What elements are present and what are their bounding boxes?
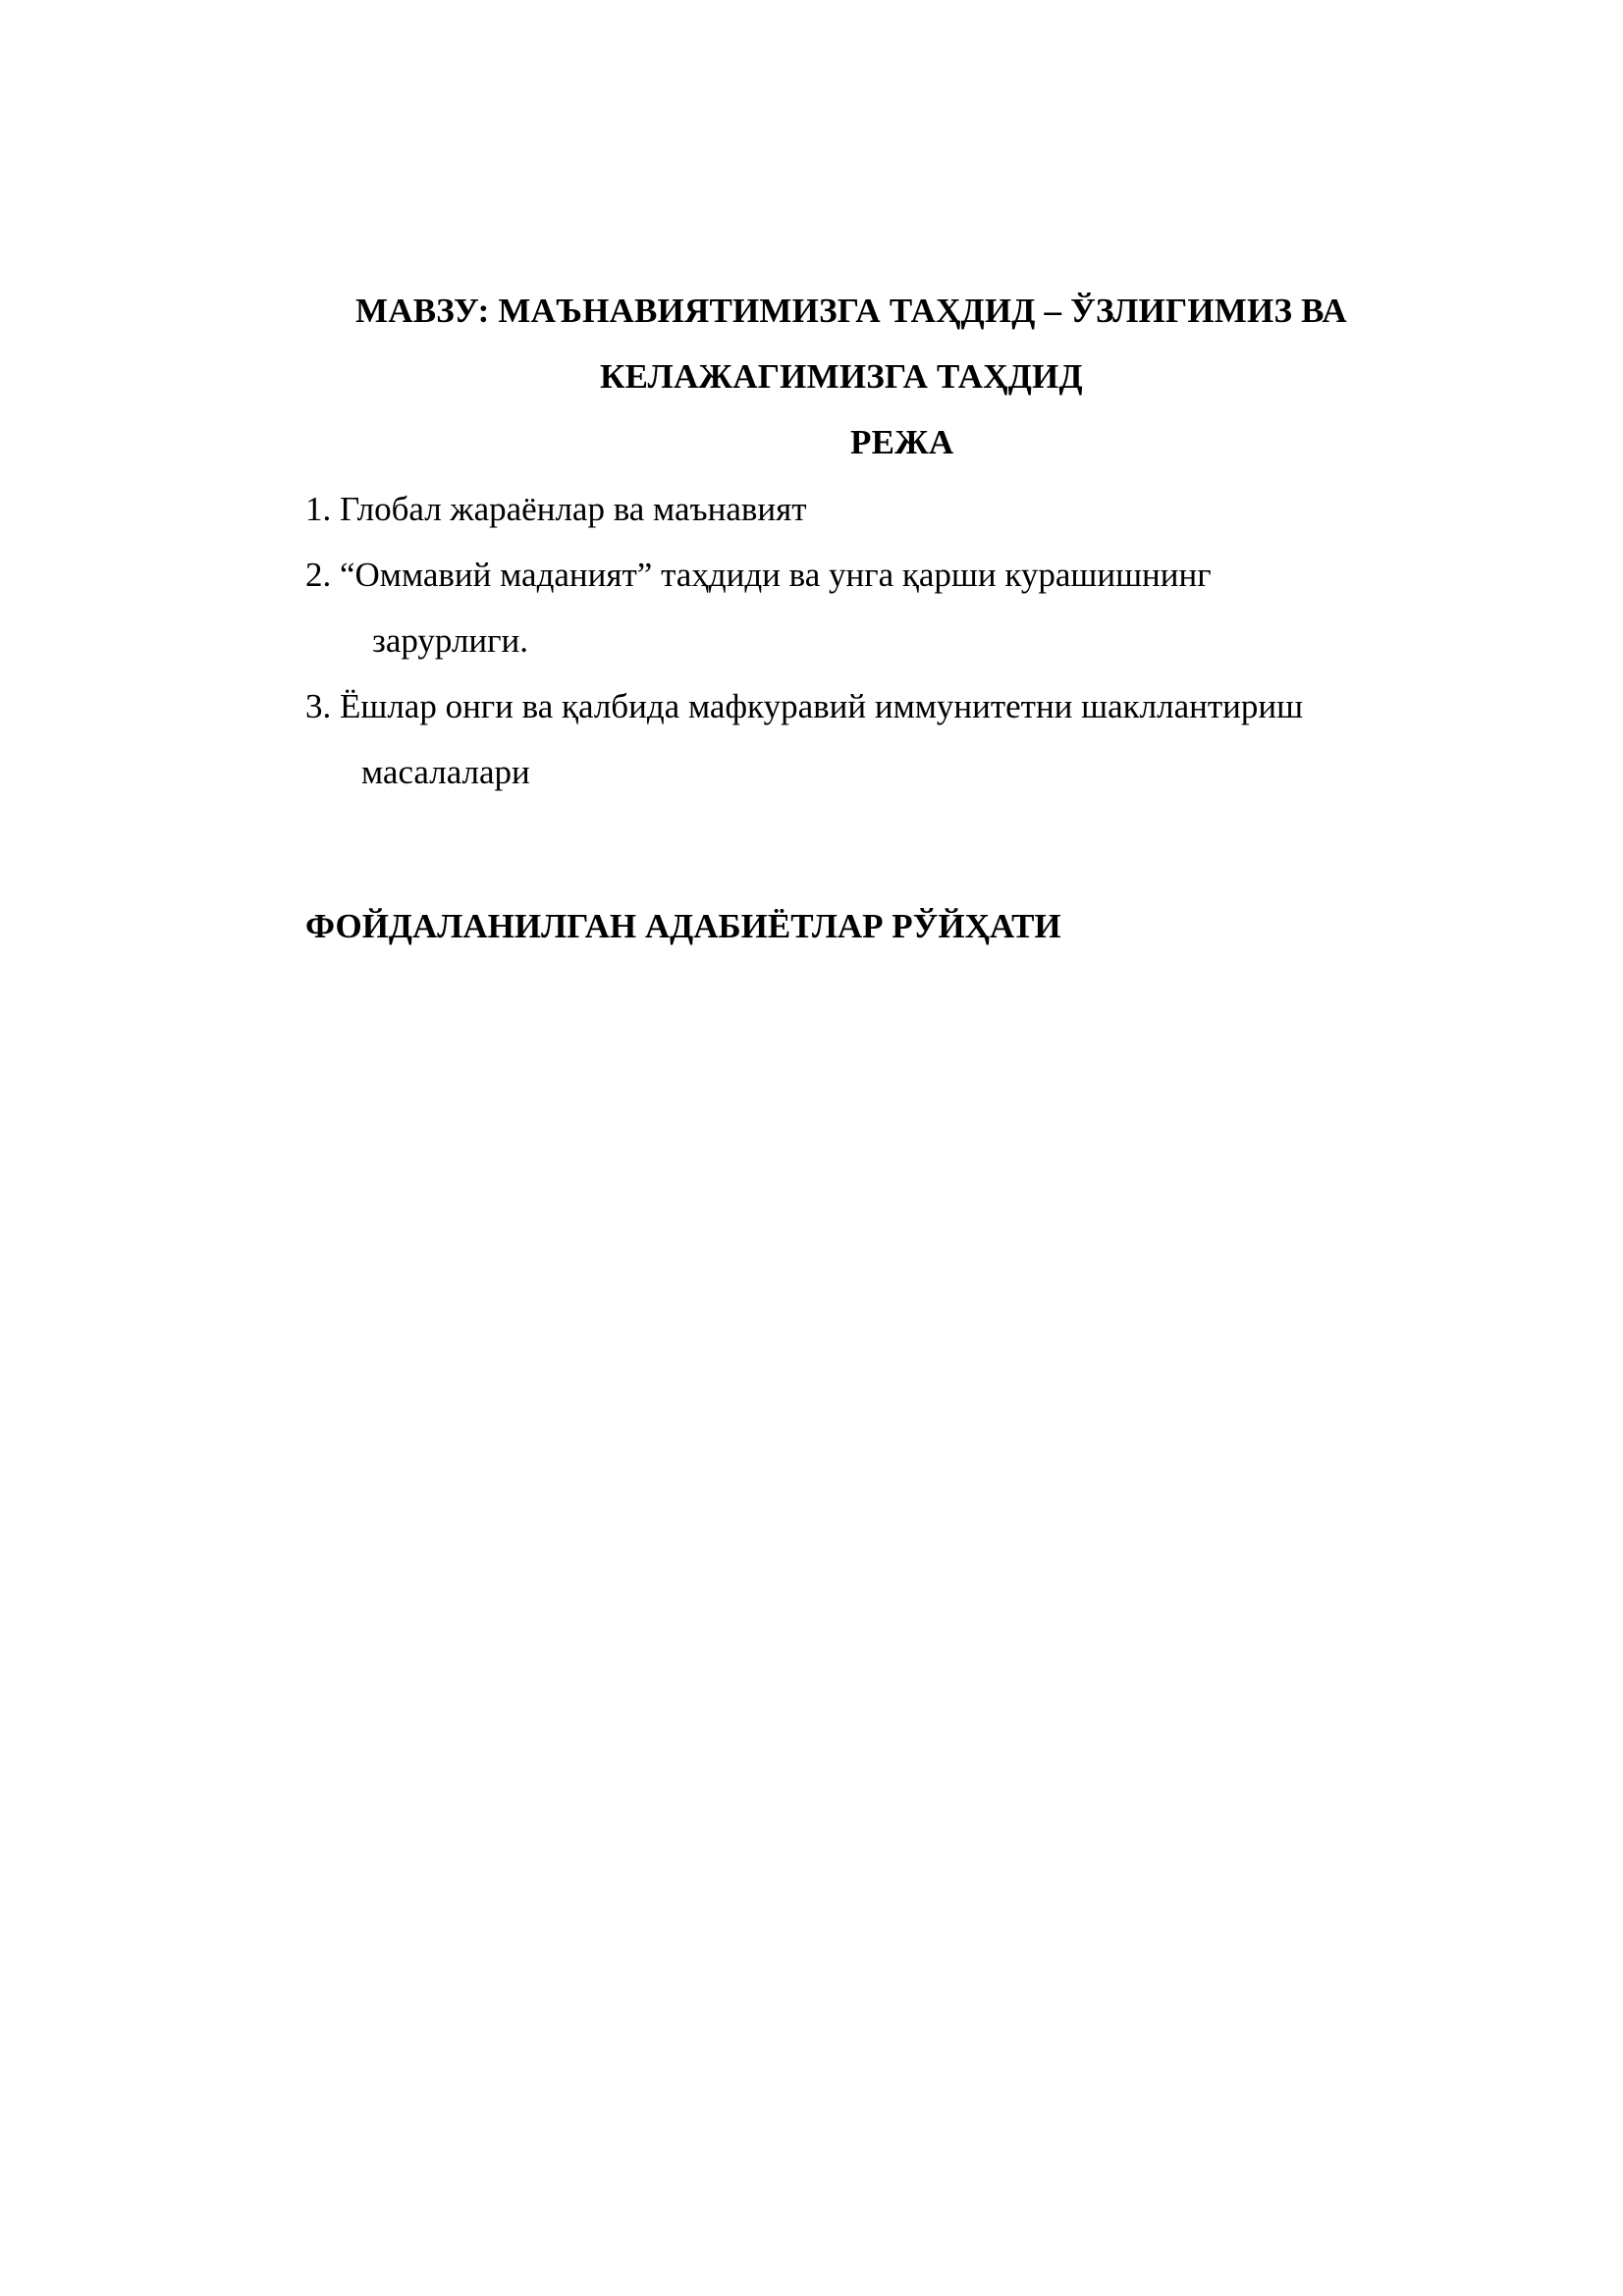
plan-item-3-line-1: 3. Ёшлар онги ва қалбида мафкуравий иммунитетни шакллантириш [305, 687, 1304, 725]
plan-item-2-line-1: 2. “Оммавий маданият” таҳдиди ва унга қарши курашишнинг [305, 556, 1212, 594]
references-heading: ФОЙДАЛАНИЛГАН АДАБИЁТЛАР РЎЙҲАТИ [305, 907, 1061, 945]
plan-item-1: 1. Глобал жараёнлар ва маънавият [305, 490, 807, 528]
document-title-line-2: КЕЛАЖАГИМИЗГА ТАҲДИД [600, 357, 1083, 396]
plan-item-2-line-2: зарурлиги. [372, 621, 528, 660]
plan-heading: РЕЖА [850, 423, 954, 461]
plan-item-3-line-2: масалалари [361, 753, 530, 791]
document-title-line-1: МАВЗУ: МАЪНАВИЯТИМИЗГА ТАҲДИД – ЎЗЛИГИМИЗ ВА [355, 292, 1347, 330]
